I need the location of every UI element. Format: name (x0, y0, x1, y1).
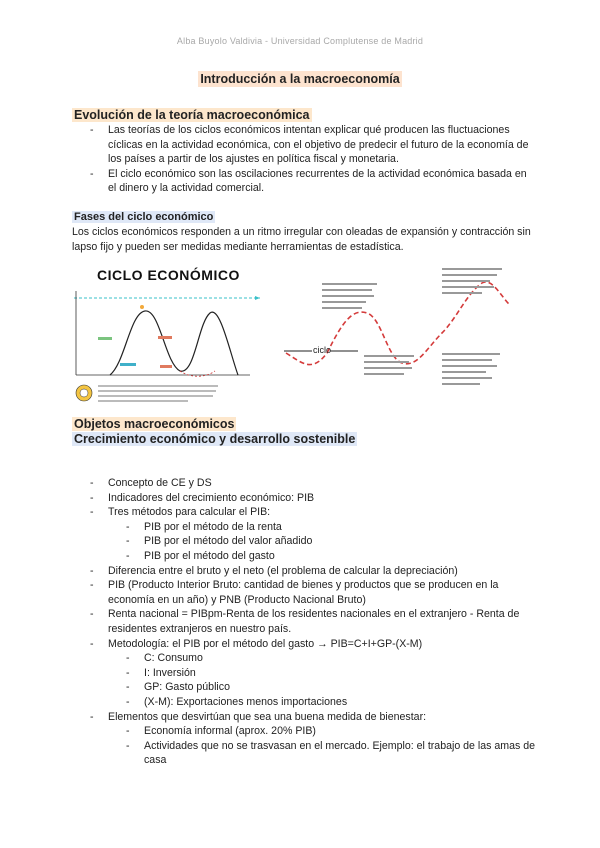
list-item: - Indicadores del crecimiento económico: PIB (72, 491, 542, 506)
list-item: - Diferencia entre el bruto y el neto (el problema de calcular la depreciación) (72, 564, 542, 579)
list-item: - C: Consumo (72, 651, 542, 666)
evolucion-bullet-list (72, 123, 534, 196)
list-item: - Concepto de CE y DS (72, 476, 542, 491)
fases-paragraph: Los ciclos económicos responden a un ritmo irregular con oleadas de expansión y contracción sin lapso fijo y pueden ser medidas mediante herramientas de estadística. (72, 226, 531, 253)
list-item: - El ciclo económico son las oscilaciones recurrentes de la actividad económica basada en el dinero y la actividad comercial. (72, 167, 534, 196)
list-item: - Actividades que no se trasvasan en el mercado. Ejemplo: el trabajo de las amas de casa (72, 739, 542, 768)
document-title (0, 70, 600, 88)
ciclo-economico-figure (70, 263, 514, 403)
section-heading-objetos (72, 417, 236, 431)
list-item: - I: Inversión (72, 666, 542, 681)
section-heading-fases-text: Fases del ciclo económico (74, 211, 214, 223)
subsection-heading-crecimiento (72, 432, 357, 446)
ciclo-economico-left-image (70, 263, 270, 403)
list-item: - Renta nacional = PIBpm-Renta de los residentes nacionales en el extranjero - Renta de residentes extranjeros en nuestro país. (72, 607, 542, 636)
list-item: - PIB por el método del valor añadido (72, 534, 542, 549)
list-item: - PIB por el método de la renta (72, 520, 542, 535)
objetos-bullet-list (72, 476, 542, 768)
ciclo-economico-right-graphic (282, 263, 514, 403)
ciclo-economico-right-image (282, 263, 514, 403)
list-item: - GP: Gasto público (72, 680, 542, 695)
list-item: - (X-M): Exportaciones menos importaciones (72, 695, 542, 710)
list-item: - Tres métodos para calcular el PIB: (72, 505, 542, 520)
document-title-text: Introducción a la macroeconomía (200, 72, 400, 86)
subsection-heading-crecimiento-text: Crecimiento económico y desarrollo sostenible (74, 432, 356, 446)
page-header: Alba Buyolo Valdivia - Universidad Complutense de Madrid (176, 36, 424, 46)
section-heading-evolucion (72, 108, 312, 122)
list-item: - PIB (Producto Interior Bruto: cantidad de bienes y productos que se producen en la economía en un año) y PNB (Producto Nacional Bruto) (72, 578, 542, 607)
ciclo-label: ciclo (313, 345, 332, 355)
section-heading-fases (72, 211, 215, 223)
list-item: - Elementos que desvirtúan que sea una buena medida de bienestar: (72, 710, 542, 725)
list-item: - Las teorías de los ciclos económicos intentan explicar qué producen las fluctuaciones cíclicas en la actividad económica, con el objetivo de predecir el futuro de la economía de los países a partir de los ajustes en política fiscal y monetaria. (72, 123, 534, 167)
list-item: - PIB por el método del gasto (72, 549, 542, 564)
list-item: - Metodología: el PIB por el método del gasto → PIB=C+I+GP-(X-M) (72, 637, 542, 652)
ciclo-economico-left-graphic (70, 263, 270, 403)
list-item: - Economía informal (aprox. 20% PIB) (72, 724, 542, 739)
section-heading-objetos-text: Objetos macroeconómicos (74, 417, 235, 431)
ciclo-economico-title: CICLO ECONÓMICO (97, 267, 240, 283)
section-heading-evolucion-text: Evolución de la teoría macroeconómica (74, 108, 310, 122)
